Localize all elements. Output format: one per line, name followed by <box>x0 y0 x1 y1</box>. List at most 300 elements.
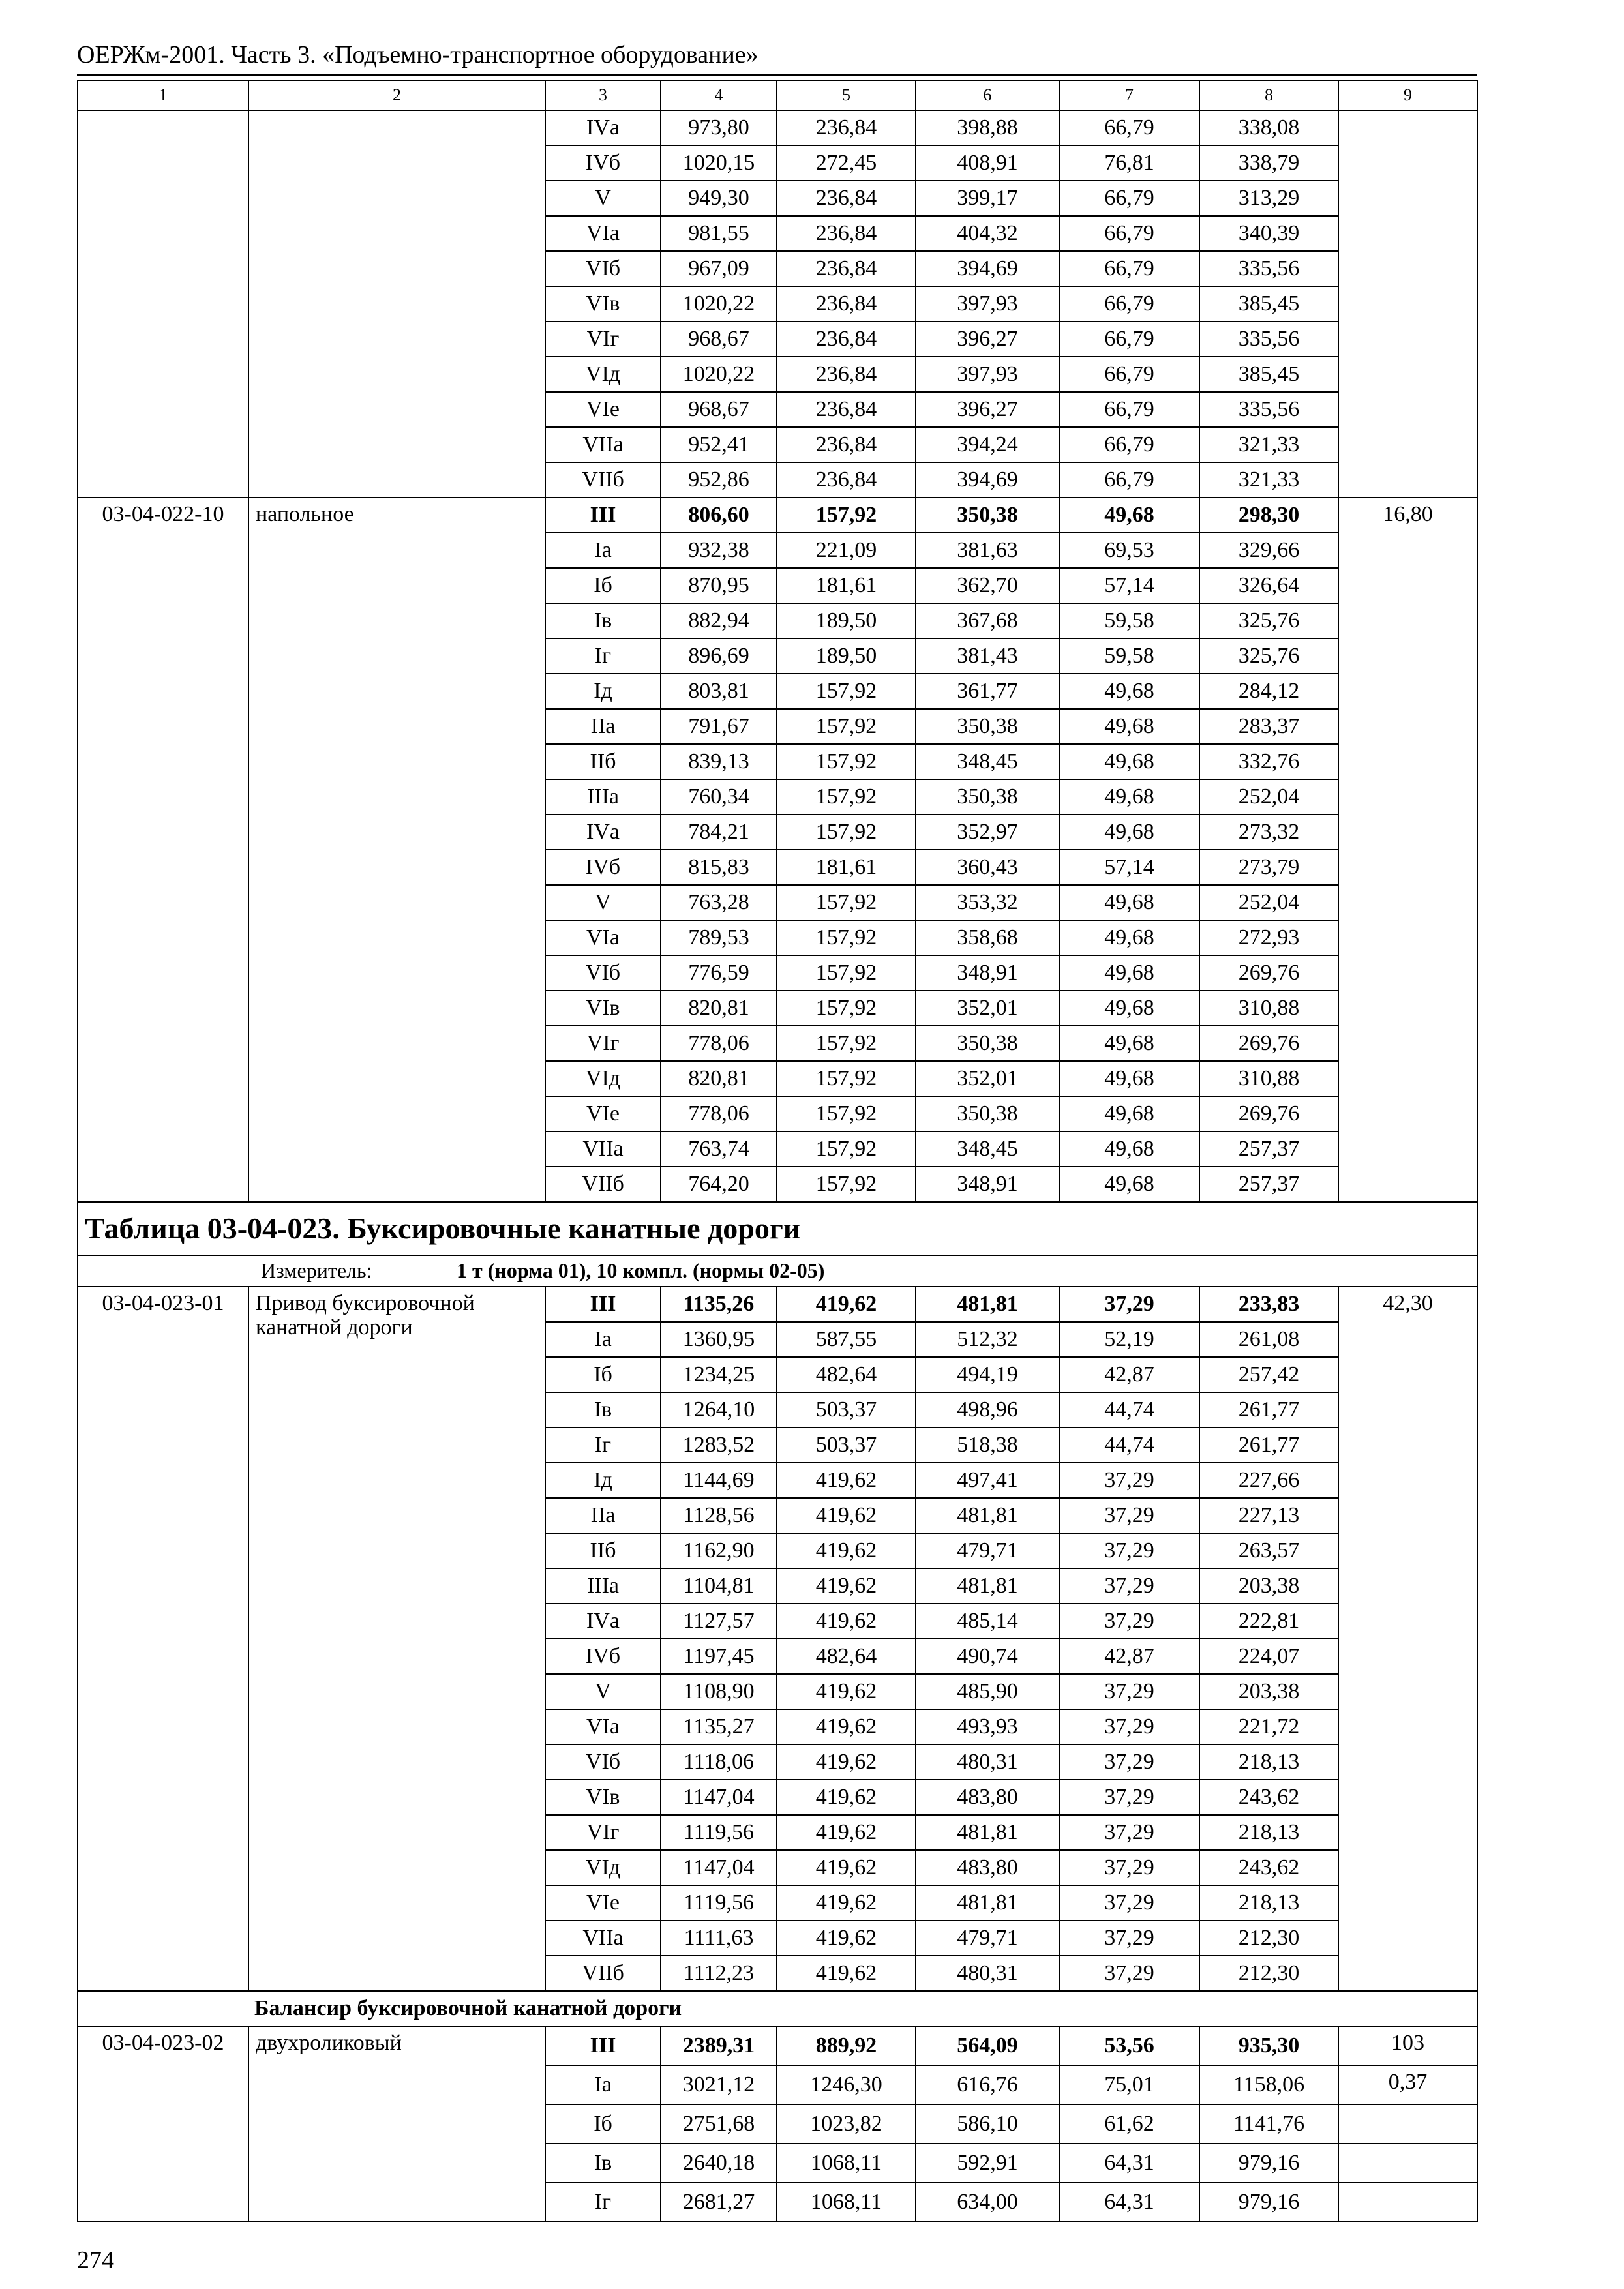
value-cell: 227,66 <box>1199 1463 1338 1498</box>
zone-cell: IIа <box>545 709 661 744</box>
value-cell: 419,62 <box>777 1674 916 1709</box>
value-cell: 1020,15 <box>661 145 777 181</box>
value-cell: 1197,45 <box>661 1639 777 1674</box>
value-cell: 493,93 <box>916 1709 1059 1744</box>
value-cell: 1112,23 <box>661 1956 777 1991</box>
value-cell: 968,67 <box>661 392 777 427</box>
value-cell: 64,31 <box>1059 2183 1199 2222</box>
zone-cell: Iа <box>545 533 661 568</box>
value-cell: 61,62 <box>1059 2104 1199 2144</box>
zone-cell: VIд <box>545 357 661 392</box>
value-cell: 37,29 <box>1059 1463 1199 1498</box>
value-cell: 485,90 <box>916 1674 1059 1709</box>
value-cell: 2640,18 <box>661 2144 777 2183</box>
value-cell: 49,68 <box>1059 744 1199 779</box>
value-cell: 57,14 <box>1059 568 1199 603</box>
value-cell: 236,84 <box>777 427 916 462</box>
value-cell: 1068,11 <box>777 2183 916 2222</box>
value-cell: 157,92 <box>777 1167 916 1202</box>
zone-cell: III <box>545 498 661 533</box>
zone-cell: Iг <box>545 1428 661 1463</box>
value-cell: 157,92 <box>777 709 916 744</box>
column-number: 6 <box>916 80 1059 110</box>
value-cell: 227,13 <box>1199 1498 1338 1533</box>
value-cell: 564,09 <box>916 2026 1059 2065</box>
table-title: Таблица 03-04-023. Буксировочные канатные дороги <box>78 1202 1477 1255</box>
zone-cell: VIе <box>545 392 661 427</box>
column-number: 5 <box>777 80 916 110</box>
value-cell: 482,64 <box>777 1357 916 1392</box>
value-cell: 157,92 <box>777 674 916 709</box>
value-cell: 352,97 <box>916 815 1059 850</box>
value-cell: 157,92 <box>777 815 916 850</box>
value-cell: 49,68 <box>1059 1167 1199 1202</box>
value-cell: 616,76 <box>916 2065 1059 2104</box>
zone-cell: V <box>545 885 661 920</box>
value-cell: 419,62 <box>777 1463 916 1498</box>
value-cell: 1162,90 <box>661 1533 777 1568</box>
value-cell: 485,14 <box>916 1604 1059 1639</box>
value-cell: 1108,90 <box>661 1674 777 1709</box>
zone-cell: IVа <box>545 1604 661 1639</box>
column-number: 7 <box>1059 80 1199 110</box>
value-cell: 1023,82 <box>777 2104 916 2144</box>
value-cell: 791,67 <box>661 709 777 744</box>
value-cell: 218,13 <box>1199 1815 1338 1850</box>
value-cell: 298,30 <box>1199 498 1338 533</box>
value-cell: 66,79 <box>1059 322 1199 357</box>
value-cell: 37,29 <box>1059 1287 1199 1322</box>
value-cell: 1111,63 <box>661 1921 777 1956</box>
value-cell: 37,29 <box>1059 1921 1199 1956</box>
zone-cell: VIг <box>545 322 661 357</box>
value-cell: 1135,27 <box>661 1709 777 1744</box>
value-cell: 481,81 <box>916 1498 1059 1533</box>
zone-cell: VIIб <box>545 1956 661 1991</box>
value-cell: 37,29 <box>1059 1498 1199 1533</box>
value-cell: 587,55 <box>777 1322 916 1357</box>
zone-cell: VIд <box>545 1061 661 1096</box>
zone-cell: IVб <box>545 145 661 181</box>
value-cell: 335,56 <box>1199 392 1338 427</box>
meter-cell <box>78 1255 1477 1287</box>
value-cell: 325,76 <box>1199 638 1338 674</box>
value-cell: 157,92 <box>777 779 916 815</box>
value-cell: 37,29 <box>1059 1674 1199 1709</box>
zone-cell: IVб <box>545 850 661 885</box>
value-cell: 329,66 <box>1199 533 1338 568</box>
zone-cell: Iб <box>545 2104 661 2144</box>
rate-code <box>78 110 248 498</box>
value-cell: 157,92 <box>777 1026 916 1061</box>
value-cell: 494,19 <box>916 1357 1059 1392</box>
zone-cell: Iд <box>545 1463 661 1498</box>
value-cell: 64,31 <box>1059 2144 1199 2183</box>
value-cell: 385,45 <box>1199 357 1338 392</box>
zone-cell: IIб <box>545 744 661 779</box>
value-cell: 2681,27 <box>661 2183 777 2222</box>
value-cell: 49,68 <box>1059 920 1199 955</box>
value-cell: 778,06 <box>661 1096 777 1131</box>
value-cell: 419,62 <box>777 1287 916 1322</box>
value-cell: 263,57 <box>1199 1533 1338 1568</box>
table-row <box>78 110 1477 145</box>
value-cell: 243,62 <box>1199 1780 1338 1815</box>
value-cell: 157,92 <box>777 920 916 955</box>
value-cell: 273,79 <box>1199 850 1338 885</box>
value-cell: 1127,57 <box>661 1604 777 1639</box>
value-cell: 66,79 <box>1059 286 1199 322</box>
value-cell: 338,79 <box>1199 145 1338 181</box>
zone-cell: VIв <box>545 991 661 1026</box>
value-cell: 778,06 <box>661 1026 777 1061</box>
value-cell: 212,30 <box>1199 1956 1338 1991</box>
value-cell: 66,79 <box>1059 181 1199 216</box>
value-cell: 592,91 <box>916 2144 1059 2183</box>
value-cell: 37,29 <box>1059 1780 1199 1815</box>
zone-cell: IVа <box>545 815 661 850</box>
value-cell: 419,62 <box>777 1604 916 1639</box>
value-cell: 1147,04 <box>661 1780 777 1815</box>
value-cell: 979,16 <box>1199 2144 1338 2183</box>
value-cell: 362,70 <box>916 568 1059 603</box>
value-cell: 981,55 <box>661 216 777 251</box>
value-cell: 325,76 <box>1199 603 1338 638</box>
value-cell: 1104,81 <box>661 1568 777 1604</box>
column-number: 3 <box>545 80 661 110</box>
value-cell: 967,09 <box>661 251 777 286</box>
value-cell: 49,68 <box>1059 709 1199 744</box>
value-cell: 763,74 <box>661 1131 777 1167</box>
value-cell: 404,32 <box>916 216 1059 251</box>
value-cell: 776,59 <box>661 955 777 991</box>
column-number: 8 <box>1199 80 1338 110</box>
value-cell: 272,93 <box>1199 920 1338 955</box>
value-cell: 66,79 <box>1059 462 1199 498</box>
resource-cell <box>1338 2104 1477 2144</box>
value-cell: 49,68 <box>1059 1096 1199 1131</box>
rate-name: двухроликовый <box>248 2026 545 2222</box>
resource-cell <box>1338 2183 1477 2222</box>
value-cell: 803,81 <box>661 674 777 709</box>
value-cell: 321,33 <box>1199 427 1338 462</box>
value-cell: 310,88 <box>1199 1061 1338 1096</box>
value-cell: 44,74 <box>1059 1392 1199 1428</box>
zone-cell: VIIа <box>545 427 661 462</box>
value-cell: 203,38 <box>1199 1568 1338 1604</box>
value-cell: 272,45 <box>777 145 916 181</box>
value-cell: 419,62 <box>777 1709 916 1744</box>
zone-cell: IIа <box>545 1498 661 1533</box>
value-cell: 979,16 <box>1199 2183 1338 2222</box>
value-cell: 42,87 <box>1059 1639 1199 1674</box>
value-cell: 236,84 <box>777 251 916 286</box>
value-cell: 257,42 <box>1199 1357 1338 1392</box>
value-cell: 157,92 <box>777 1131 916 1167</box>
value-cell: 815,83 <box>661 850 777 885</box>
value-cell: 352,01 <box>916 1061 1059 1096</box>
table-body <box>78 80 1477 2222</box>
value-cell: 236,84 <box>777 322 916 357</box>
value-cell: 66,79 <box>1059 357 1199 392</box>
value-cell: 352,01 <box>916 991 1059 1026</box>
value-cell: 479,71 <box>916 1533 1059 1568</box>
value-cell: 1068,11 <box>777 2144 916 2183</box>
page-header: ОЕРЖм-2001. Часть 3. «Подъемно-транспортное оборудование» <box>77 41 759 68</box>
value-cell: 1360,95 <box>661 1322 777 1357</box>
value-cell: 1118,06 <box>661 1744 777 1780</box>
section-title: Балансир буксировочной канатной дороги <box>78 1991 1477 2026</box>
value-cell: 59,58 <box>1059 638 1199 674</box>
value-cell: 269,76 <box>1199 1026 1338 1061</box>
value-cell: 49,68 <box>1059 955 1199 991</box>
zone-cell: VIIб <box>545 462 661 498</box>
value-cell: 419,62 <box>777 1744 916 1780</box>
zone-cell: IIIа <box>545 1568 661 1604</box>
zone-cell: VIа <box>545 1709 661 1744</box>
value-cell: 419,62 <box>777 1568 916 1604</box>
value-cell: 49,68 <box>1059 1026 1199 1061</box>
value-cell: 348,91 <box>916 1167 1059 1202</box>
zone-cell: VIд <box>545 1850 661 1885</box>
value-cell: 189,50 <box>777 638 916 674</box>
meter-label: Измеритель: <box>261 1259 372 1283</box>
column-number: 9 <box>1338 80 1477 110</box>
zone-cell: VIа <box>545 216 661 251</box>
value-cell: 42,87 <box>1059 1357 1199 1392</box>
value-cell: 76,81 <box>1059 145 1199 181</box>
column-number: 1 <box>78 80 248 110</box>
value-cell: 157,92 <box>777 885 916 920</box>
value-cell: 1144,69 <box>661 1463 777 1498</box>
value-cell: 37,29 <box>1059 1568 1199 1604</box>
value-cell: 233,83 <box>1199 1287 1338 1322</box>
value-cell: 261,08 <box>1199 1322 1338 1357</box>
resource-cell: 16,80 <box>1338 498 1477 1202</box>
value-cell: 59,58 <box>1059 603 1199 638</box>
value-cell: 397,93 <box>916 357 1059 392</box>
value-cell: 243,62 <box>1199 1850 1338 1885</box>
value-cell: 399,17 <box>916 181 1059 216</box>
zone-cell: Iб <box>545 1357 661 1392</box>
value-cell: 760,34 <box>661 779 777 815</box>
zone-cell: VIв <box>545 286 661 322</box>
value-cell: 49,68 <box>1059 779 1199 815</box>
value-cell: 1020,22 <box>661 357 777 392</box>
value-cell: 257,37 <box>1199 1131 1338 1167</box>
value-cell: 896,69 <box>661 638 777 674</box>
value-cell: 419,62 <box>777 1498 916 1533</box>
value-cell: 503,37 <box>777 1392 916 1428</box>
value-cell: 480,31 <box>916 1744 1059 1780</box>
value-cell: 1264,10 <box>661 1392 777 1428</box>
zone-cell: IVа <box>545 110 661 145</box>
value-cell: 49,68 <box>1059 991 1199 1026</box>
value-cell: 348,45 <box>916 744 1059 779</box>
value-cell: 37,29 <box>1059 1956 1199 1991</box>
value-cell: 49,68 <box>1059 885 1199 920</box>
value-cell: 973,80 <box>661 110 777 145</box>
zone-cell: Iа <box>545 1322 661 1357</box>
value-cell: 2389,31 <box>661 2026 777 2065</box>
zone-cell: III <box>545 2026 661 2065</box>
value-cell: 66,79 <box>1059 427 1199 462</box>
value-cell: 66,79 <box>1059 216 1199 251</box>
value-cell: 789,53 <box>661 920 777 955</box>
value-cell: 257,37 <box>1199 1167 1338 1202</box>
value-cell: 181,61 <box>777 568 916 603</box>
value-cell: 1283,52 <box>661 1428 777 1463</box>
value-cell: 37,29 <box>1059 1885 1199 1921</box>
value-cell: 367,68 <box>916 603 1059 638</box>
zone-cell: VIIа <box>545 1131 661 1167</box>
value-cell: 806,60 <box>661 498 777 533</box>
value-cell: 49,68 <box>1059 674 1199 709</box>
table-row <box>78 498 1477 533</box>
zone-cell: Iв <box>545 603 661 638</box>
value-cell: 218,13 <box>1199 1885 1338 1921</box>
value-cell: 396,27 <box>916 322 1059 357</box>
value-cell: 49,68 <box>1059 815 1199 850</box>
value-cell: 1234,25 <box>661 1357 777 1392</box>
value-cell: 882,94 <box>661 603 777 638</box>
value-cell: 37,29 <box>1059 1744 1199 1780</box>
value-cell: 952,86 <box>661 462 777 498</box>
value-cell: 1147,04 <box>661 1850 777 1885</box>
value-cell: 37,29 <box>1059 1815 1199 1850</box>
zone-cell: Iв <box>545 1392 661 1428</box>
zone-cell: VIг <box>545 1815 661 1850</box>
value-cell: 203,38 <box>1199 1674 1338 1709</box>
zone-cell: VIв <box>545 1780 661 1815</box>
rates-table <box>77 80 1478 2222</box>
value-cell: 236,84 <box>777 392 916 427</box>
value-cell: 763,28 <box>661 885 777 920</box>
value-cell: 157,92 <box>777 498 916 533</box>
value-cell: 481,81 <box>916 1815 1059 1850</box>
value-cell: 518,38 <box>916 1428 1059 1463</box>
value-cell: 222,81 <box>1199 1604 1338 1639</box>
rate-code: 03-04-022-10 <box>78 498 248 1202</box>
page-number: 274 <box>77 2247 114 2274</box>
value-cell: 37,29 <box>1059 1850 1199 1885</box>
value-cell: 870,95 <box>661 568 777 603</box>
value-cell: 1020,22 <box>661 286 777 322</box>
meter-row <box>78 1255 1477 1287</box>
table-row <box>78 2026 1477 2065</box>
zone-cell: VIб <box>545 251 661 286</box>
zone-cell: VIе <box>545 1885 661 1921</box>
value-cell: 358,68 <box>916 920 1059 955</box>
value-cell: 49,68 <box>1059 498 1199 533</box>
value-cell: 408,91 <box>916 145 1059 181</box>
value-cell: 480,31 <box>916 1956 1059 1991</box>
value-cell: 419,62 <box>777 1815 916 1850</box>
value-cell: 419,62 <box>777 1956 916 1991</box>
zone-cell: Iб <box>545 568 661 603</box>
zone-cell: IIб <box>545 1533 661 1568</box>
value-cell: 394,24 <box>916 427 1059 462</box>
rate-code: 03-04-023-02 <box>78 2026 248 2222</box>
value-cell: 1158,06 <box>1199 2065 1338 2104</box>
value-cell: 586,10 <box>916 2104 1059 2144</box>
value-cell: 3021,12 <box>661 2065 777 2104</box>
value-cell: 820,81 <box>661 1061 777 1096</box>
value-cell: 360,43 <box>916 850 1059 885</box>
value-cell: 283,37 <box>1199 709 1338 744</box>
resource-cell <box>1338 110 1477 498</box>
value-cell: 839,13 <box>661 744 777 779</box>
value-cell: 348,45 <box>916 1131 1059 1167</box>
zone-cell: VIг <box>545 1026 661 1061</box>
value-cell: 481,81 <box>916 1885 1059 1921</box>
rate-name: напольное <box>248 498 545 1202</box>
value-cell: 419,62 <box>777 1780 916 1815</box>
value-cell: 310,88 <box>1199 991 1338 1026</box>
value-cell: 221,72 <box>1199 1709 1338 1744</box>
header-rule <box>77 74 1477 76</box>
rate-code: 03-04-023-01 <box>78 1287 248 1991</box>
resource-cell: 0,37 <box>1338 2065 1477 2104</box>
resource-cell: 42,30 <box>1338 1287 1477 1991</box>
value-cell: 236,84 <box>777 462 916 498</box>
rate-name <box>248 110 545 498</box>
value-cell: 340,39 <box>1199 216 1338 251</box>
zone-cell: Iг <box>545 638 661 674</box>
value-cell: 269,76 <box>1199 955 1338 991</box>
value-cell: 350,38 <box>916 1096 1059 1131</box>
value-cell: 37,29 <box>1059 1709 1199 1744</box>
value-cell: 338,08 <box>1199 110 1338 145</box>
value-cell: 157,92 <box>777 1061 916 1096</box>
zone-cell: Iа <box>545 2065 661 2104</box>
value-cell: 350,38 <box>916 779 1059 815</box>
value-cell: 482,64 <box>777 1639 916 1674</box>
value-cell: 503,37 <box>777 1428 916 1463</box>
value-cell: 481,81 <box>916 1568 1059 1604</box>
value-cell: 252,04 <box>1199 779 1338 815</box>
zone-cell: IVб <box>545 1639 661 1674</box>
value-cell: 236,84 <box>777 286 916 322</box>
table-title-row <box>78 1202 1477 1255</box>
value-cell: 483,80 <box>916 1780 1059 1815</box>
zone-cell: VIIа <box>545 1921 661 1956</box>
value-cell: 236,84 <box>777 357 916 392</box>
value-cell: 335,56 <box>1199 322 1338 357</box>
resource-cell: 103 <box>1338 2026 1477 2065</box>
value-cell: 481,81 <box>916 1287 1059 1322</box>
value-cell: 764,20 <box>661 1167 777 1202</box>
value-cell: 224,07 <box>1199 1639 1338 1674</box>
value-cell: 1119,56 <box>661 1815 777 1850</box>
value-cell: 236,84 <box>777 181 916 216</box>
value-cell: 353,32 <box>916 885 1059 920</box>
value-cell: 512,32 <box>916 1322 1059 1357</box>
value-cell: 361,77 <box>916 674 1059 709</box>
value-cell: 157,92 <box>777 1096 916 1131</box>
value-cell: 69,53 <box>1059 533 1199 568</box>
value-cell: 634,00 <box>916 2183 1059 2222</box>
value-cell: 968,67 <box>661 322 777 357</box>
value-cell: 66,79 <box>1059 392 1199 427</box>
value-cell: 889,92 <box>777 2026 916 2065</box>
zone-cell: III <box>545 1287 661 1322</box>
value-cell: 326,64 <box>1199 568 1338 603</box>
zone-cell: VIб <box>545 1744 661 1780</box>
value-cell: 952,41 <box>661 427 777 462</box>
value-cell: 157,92 <box>777 991 916 1026</box>
value-cell: 221,09 <box>777 533 916 568</box>
